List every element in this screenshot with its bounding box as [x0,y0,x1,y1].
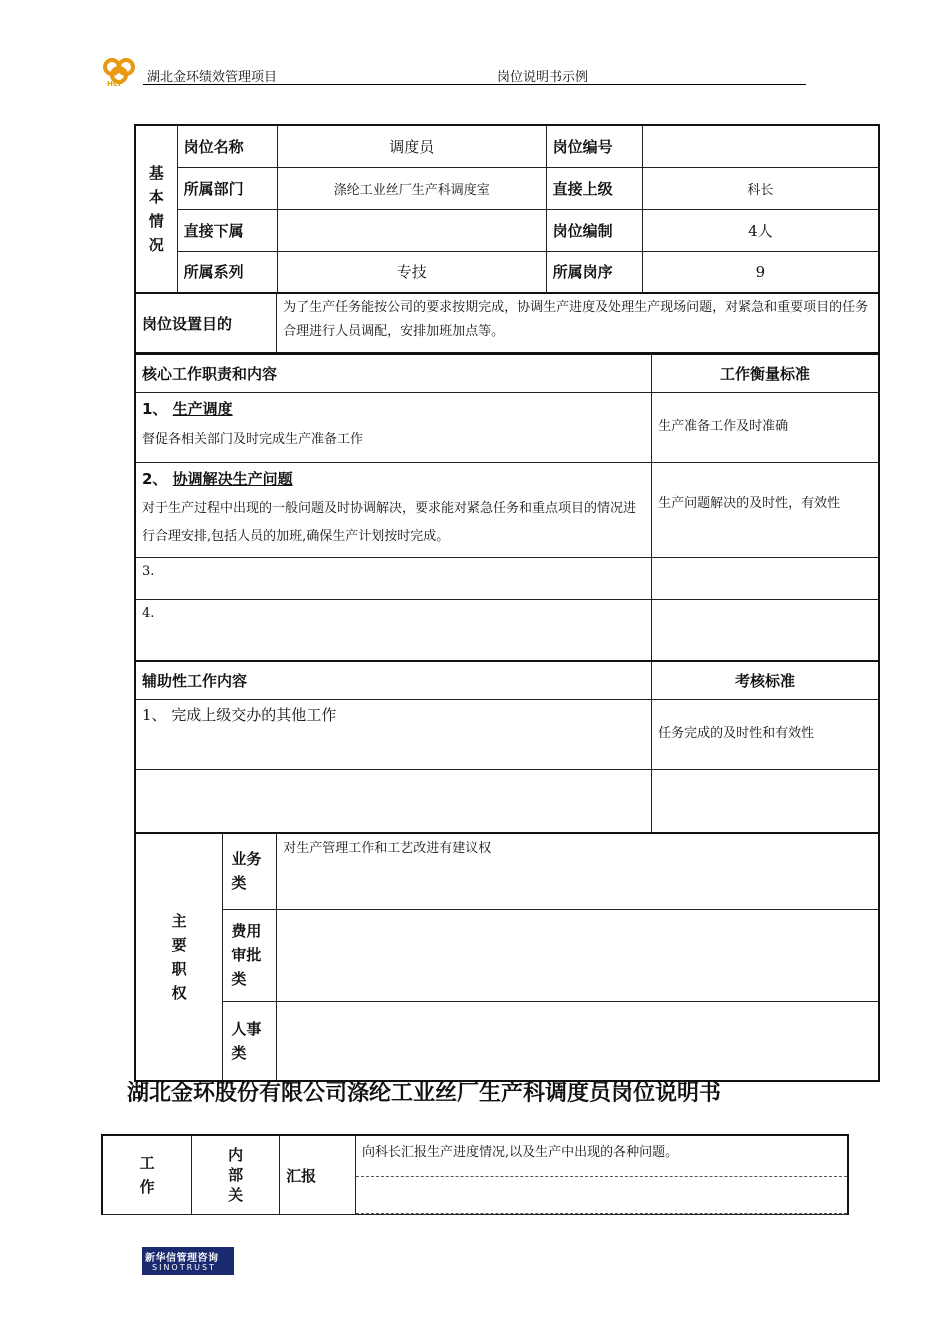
basic-info-table [134,124,880,294]
subordinate-value [277,209,546,251]
authority-expense-label: 费用审批类 [223,909,277,1001]
authority-personnel-text [277,1001,879,1081]
series-label: 所属系列 [177,251,277,293]
department-label: 所属部门 [177,167,277,209]
department-value: 涤纶工业丝厂生产科调度室 [277,167,546,209]
sinotrust-en: SINOTRUST [152,1263,216,1272]
header-divider [143,84,806,85]
duty-2-standard: 生产问题解决的及时性，有效性 [652,462,879,557]
job-title-value: 调度员 [277,125,546,167]
dashed-line-2 [356,1213,847,1214]
authority-table [134,832,880,1082]
basic-section-label: 基本情况 [135,125,177,293]
duty-3-standard [652,557,879,599]
purpose-table [134,292,880,354]
relations-report-cell [355,1135,848,1215]
job-code-label: 岗位编号 [546,125,642,167]
supervisor-value: 科长 [642,167,879,209]
aux-duties-table [134,660,880,834]
relations-col2: 内部关 [192,1135,280,1215]
aux-header-left: 辅助性工作内容 [135,661,652,699]
authority-expense-text [277,909,879,1001]
logo-text: HCF [107,80,123,88]
core-header-left: 核心工作职责和内容 [135,354,652,392]
duty-2-title: 协调解决生产问题 [172,469,293,488]
rank-label: 所属岗序 [546,251,642,293]
relations-col1: 工作 [102,1135,192,1215]
duty-4-standard [652,599,879,661]
duty-1-num: 1、 [142,399,168,418]
duty-item-1 [135,392,652,462]
duty-item-4: 4. [135,599,652,661]
core-duties-table [134,353,880,662]
aux-item-2 [135,769,652,833]
duty-1-desc: 督促各相关部门及时完成生产准备工作 [142,431,364,447]
headcount-label: 岗位编制 [546,209,642,251]
sinotrust-logo [142,1247,234,1275]
job-title-label: 岗位名称 [177,125,277,167]
aux-item-1: 1、 完成上级交办的其他工作 [135,699,652,769]
duty-2-desc: 对于生产过程中出现的一般问题及时协调解决，要求能对紧急任务和重点项目的情况进行合理安排,包括人员的加班,确保生产计划按时完成。 [142,500,637,544]
authority-personnel-label: 人事类 [223,1001,277,1081]
relations-report-label: 汇报 [280,1135,356,1215]
doc-type: 岗位说明书示例 [497,70,589,85]
dashed-line-1 [356,1176,847,1177]
purpose-label: 岗位设置目的 [135,293,277,353]
headcount-value: 4人 [642,209,879,251]
aux-item-2-standard [652,769,879,833]
duty-1-title: 生产调度 [172,399,233,418]
subordinate-label: 直接下属 [177,209,277,251]
relations-report-text: 向科长汇报生产进度情况,以及生产中出现的各种问题。 [361,1145,679,1160]
series-value: 专技 [277,251,546,293]
duty-2-num: 2、 [142,469,168,488]
authority-business-text: 对生产管理工作和工艺改进有建议权 [277,833,879,909]
core-header-right: 工作衡量标准 [652,354,879,392]
relations-table [101,1134,849,1215]
aux-header-right: 考核标准 [652,661,879,699]
authority-business-label: 业务类 [223,833,277,909]
sinotrust-cn: 新华信管理咨询 [145,1253,219,1264]
rank-value: 9 [642,251,879,293]
duty-item-2 [135,462,652,557]
aux-item-1-standard: 任务完成的及时性和有效性 [652,699,879,769]
document-title: 湖北金环股份有限公司涤纶工业丝厂生产科调度员岗位说明书 [127,1081,722,1106]
project-name: 湖北金环绩效管理项目 [147,70,278,85]
supervisor-label: 直接上级 [546,167,642,209]
job-code-value [642,125,879,167]
duty-1-standard: 生产准备工作及时准确 [652,392,879,462]
purpose-text: 为了生产任务能按公司的要求按期完成，协调生产进度及处理生产现场问题，对紧急和重要项目的任务合理进行人员调配，安排加班加点等。 [277,293,879,353]
duty-item-3: 3. [135,557,652,599]
authority-label: 主要职权 [135,833,223,1081]
